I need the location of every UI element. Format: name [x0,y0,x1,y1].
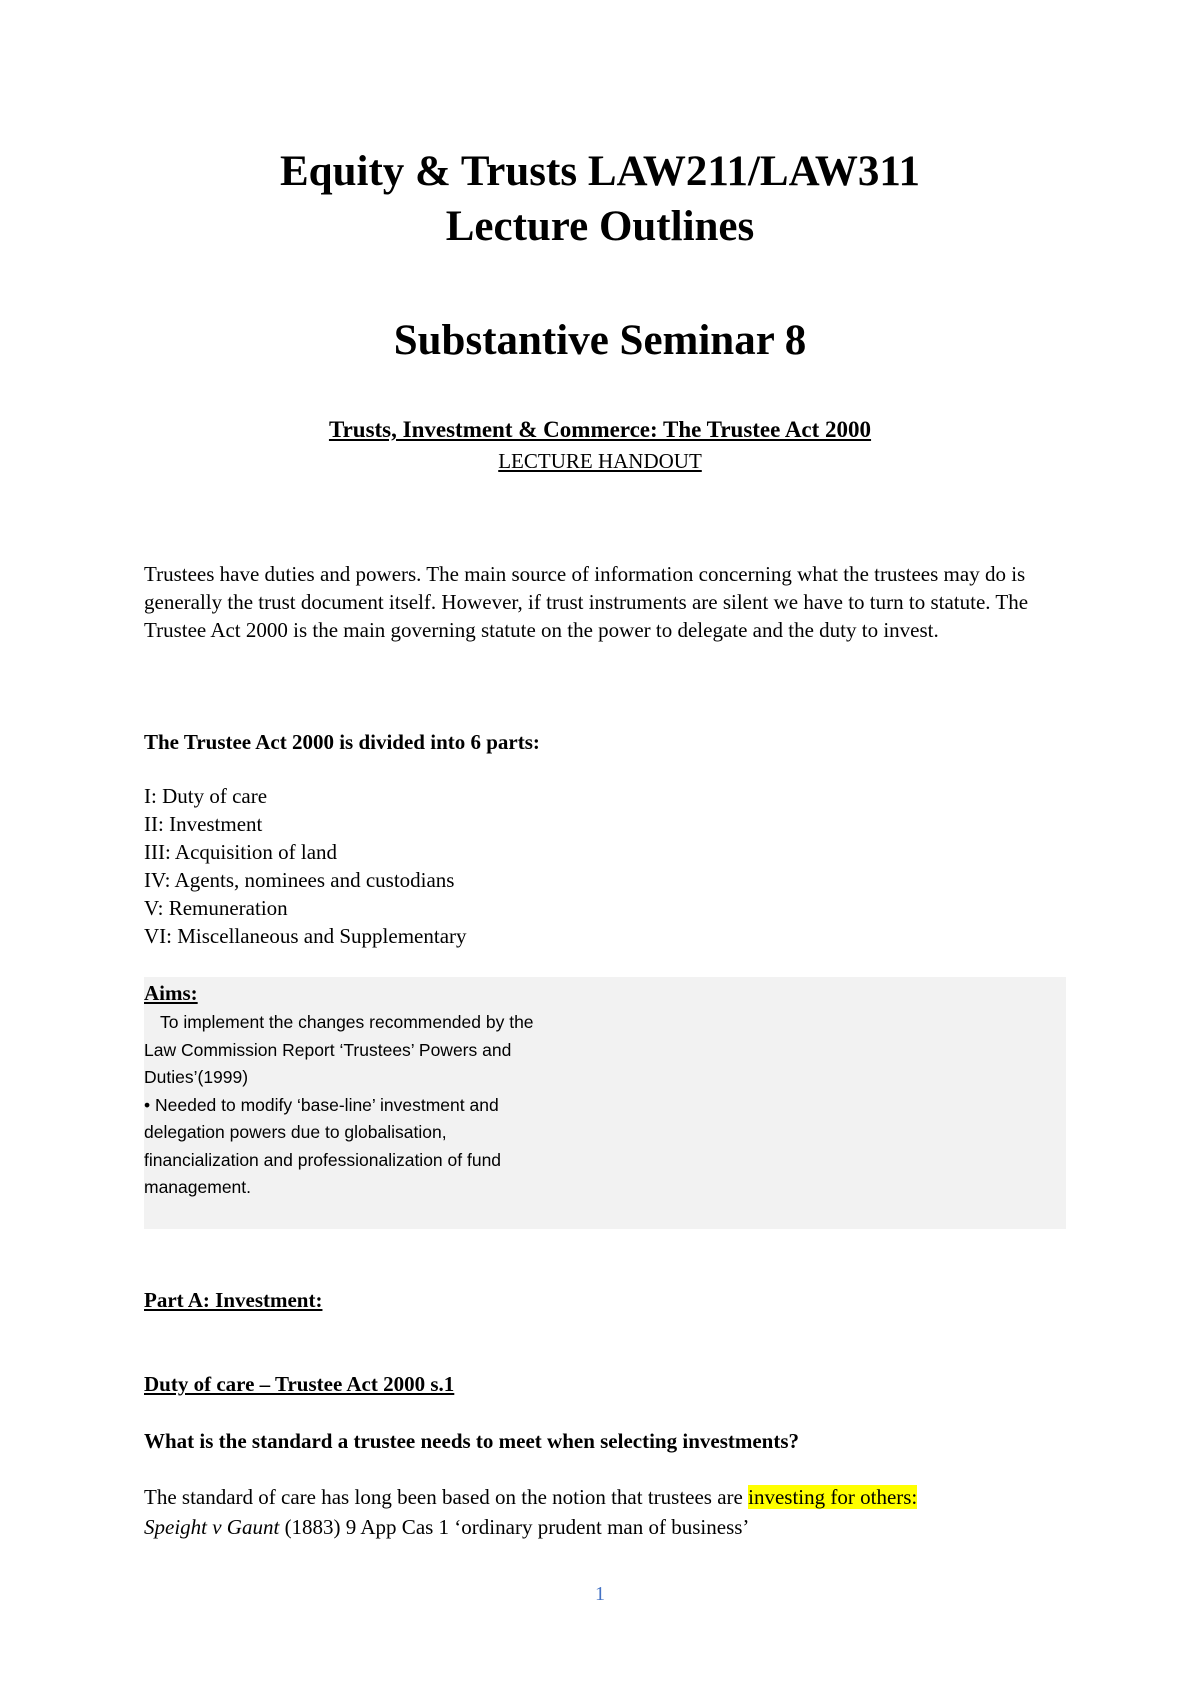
seminar-title: Substantive Seminar 8 [393,317,807,364]
aims-line: Law Commission Report ‘Trustees’ Powers and [144,1039,512,1060]
topic-heading: Trusts, Investment & Commerce: The Trustee Act 2000 [328,417,872,442]
aims-text [144,1009,614,1202]
aims-line: delegation powers due to globalisation, [144,1122,447,1142]
standard-text: The standard of care has long been based on the notion that trustees are [144,1485,749,1509]
list-item: I: Duty of care [144,784,268,808]
intro-paragraph: Trustees have duties and powers. The main source of information concerning what the trustees may do is generally the trust document itself. However, if trust instruments are silent we have to turn to statute. The Trustee Act 2000 is the main governing statute on the power to delegate and the duty to invest. [144,562,1029,642]
duty-of-care-heading: Duty of care – Trustee Act 2000 s.1 [144,1372,455,1396]
list-item: IV: Agents, nominees and custodians [144,868,455,892]
aims-bullet-line: • Needed to modify ‘base-line’ investment and [144,1094,499,1115]
list-item: V: Remuneration [144,896,288,920]
page-number: 1 [595,1583,605,1605]
list-item: III: Acquisition of land [144,840,338,864]
aims-box [144,977,1066,1229]
list-item: II: Investment [144,812,263,836]
highlighted-text: investing for others: [748,1485,918,1509]
aims-line: financialization and professionalization of fund [144,1149,502,1170]
handout-label: LECTURE HANDOUT [498,449,702,473]
parts-heading: The Trustee Act 2000 is divided into 6 parts: [144,730,540,754]
aims-line: management. [144,1177,252,1197]
aims-line: To implement the changes recommended by the [160,1012,534,1032]
case-citation: (1883) 9 App Cas 1 ‘ordinary prudent man of business’ [279,1515,750,1539]
part-a-heading: Part A: Investment: [144,1288,323,1312]
standard-question: What is the standard a trustee needs to meet when selecting investments? [144,1429,800,1453]
standard-paragraph [144,1482,1074,1542]
aims-heading: Aims: [144,981,198,1005]
aims-line: Duties’(1999) [144,1067,249,1087]
list-item: VI: Miscellaneous and Supplementary [144,924,467,948]
parts-list [144,782,467,950]
document-title-line2: Lecture Outlines [445,203,755,250]
document-title-line1: Equity & Trusts LAW211/LAW311 [280,148,920,195]
case-name: Speight v Gaunt [144,1515,280,1539]
